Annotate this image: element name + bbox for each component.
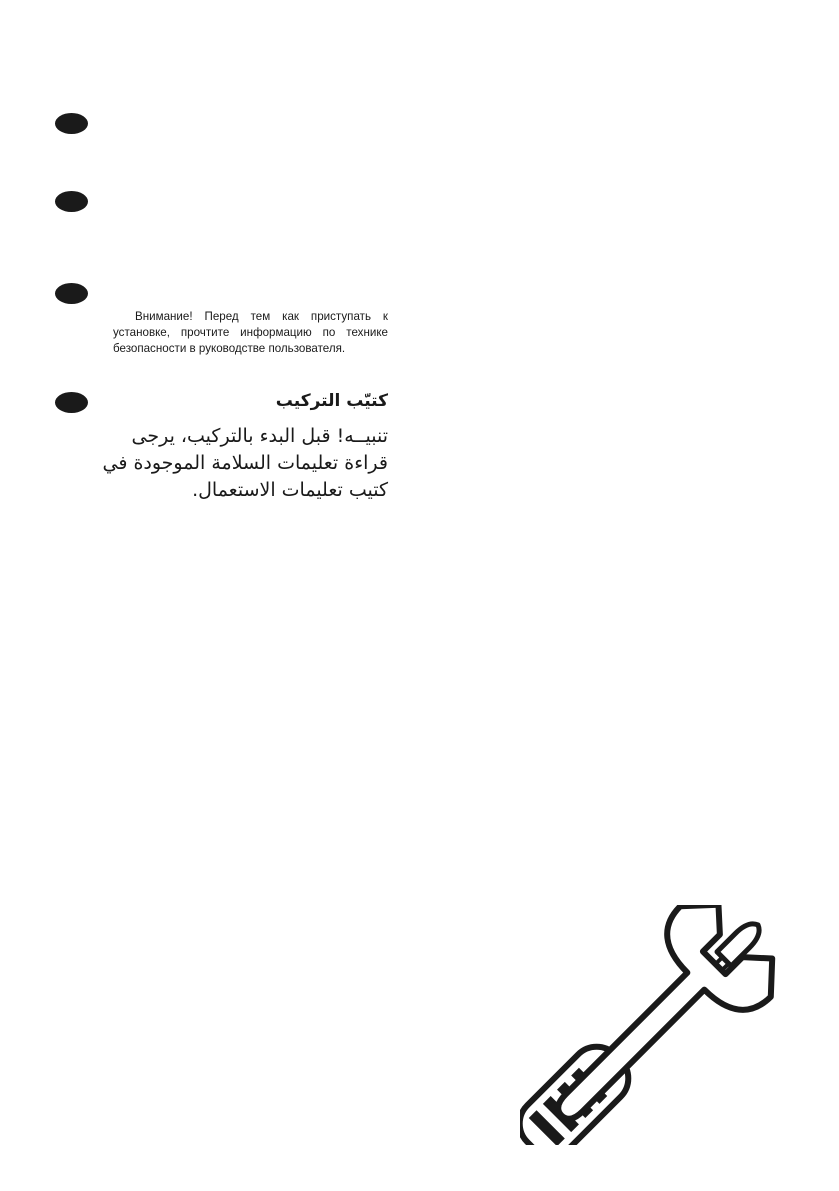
arabic-notice-line: تنبيــه! قبل البدء بالتركيب، يرجى (131, 425, 388, 447)
russian-safety-notice (113, 309, 388, 357)
language-marker-icon (55, 283, 88, 304)
russian-notice-text: Внимание! Перед тем как приступать к установке, прочтите информацию по технике безопасности в руководстве пользователя. (113, 310, 388, 355)
wrench-and-screwdriver-icon (520, 905, 780, 1145)
arabic-notice-line: كتيب تعليمات الاستعمال. (192, 479, 388, 501)
arabic-title: كتيّب التركيب (275, 391, 388, 411)
language-marker-icon (55, 392, 88, 413)
arabic-notice-line: قراءة تعليمات السلامة الموجودة في (102, 452, 388, 474)
language-marker-icon (55, 191, 88, 212)
arabic-safety-notice (102, 423, 388, 504)
language-marker-icon (55, 113, 88, 134)
